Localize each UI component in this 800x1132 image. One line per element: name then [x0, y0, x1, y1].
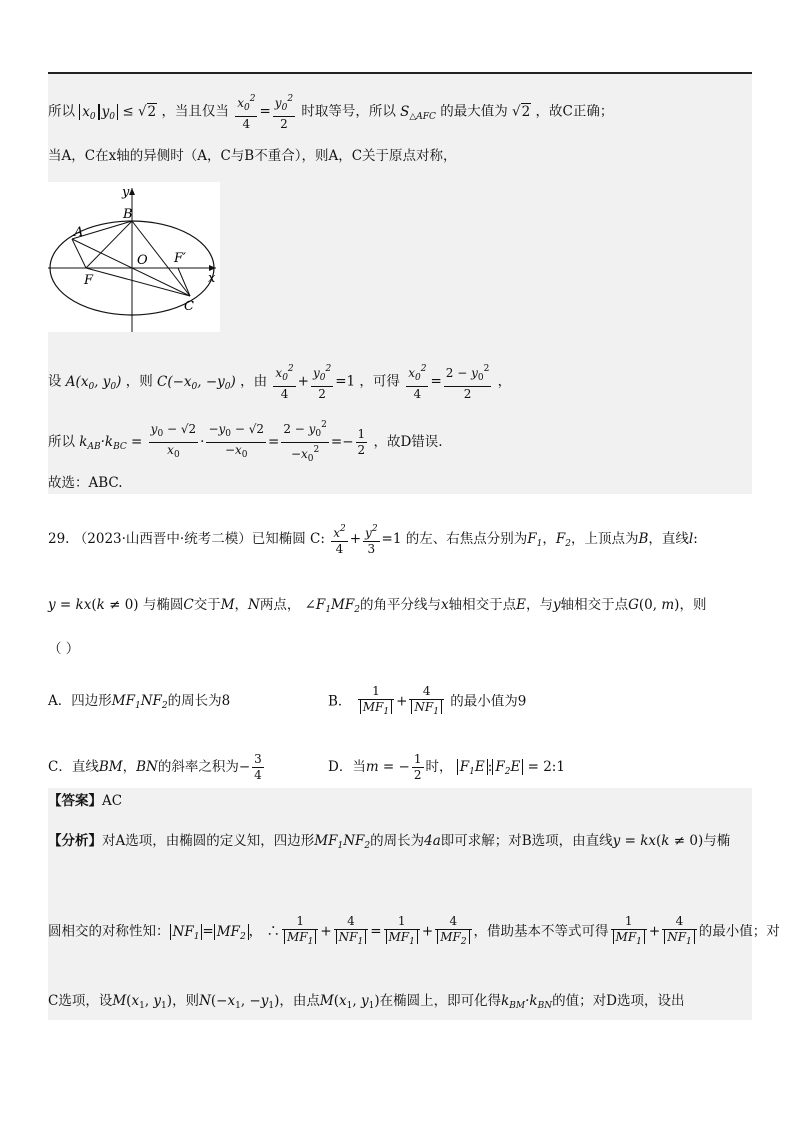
text: 即可求解；对B选项，由直线	[440, 833, 613, 849]
label-A: A	[74, 225, 84, 240]
option-C: C．直线BM，BN的斜率之积为− $\frac{3}{4}$	[48, 752, 262, 782]
text: ≤	[122, 103, 134, 120]
text: 所以	[48, 434, 75, 450]
solution-line-1: 所以 $x_0$ $y_0 \le √2$ ，当且仅当 $\frac{x_0^2}{4}$ = $\frac{y_0^2}{2}$ 时取等号，所以 $S_{\triangle AFC}$ 的最大值为 √2 ，故C正确；	[48, 94, 614, 131]
text: 时，	[425, 759, 453, 775]
text: ，故D错误.	[373, 434, 443, 450]
text: ，	[248, 923, 263, 940]
y-arrow-icon	[129, 188, 135, 195]
text: 的周长为8	[167, 693, 231, 709]
problem-number: 29.	[48, 531, 70, 547]
answer-background	[48, 788, 752, 1020]
label-O: O	[137, 253, 148, 268]
text: 的斜率之积为	[157, 759, 239, 775]
text: ，与	[525, 597, 553, 613]
text: 的周长为	[370, 833, 425, 849]
problem-source: （2023·山西晋中·统考二模）	[73, 531, 252, 547]
text: 所以	[48, 103, 75, 120]
text: 的值；对D选项，设出	[552, 993, 685, 1009]
text: 圆相交的对称性知：	[48, 923, 170, 940]
text: 交于	[193, 597, 221, 613]
text: 已知椭圆 C:	[251, 531, 325, 547]
label-F-prime: F′	[174, 251, 186, 266]
text: ，故C正确；	[535, 103, 614, 120]
text: ，由点	[279, 993, 320, 1009]
text: 与椭圆	[142, 597, 184, 613]
ellipse-diagram	[48, 182, 220, 332]
text: ，当且仅当	[161, 103, 229, 120]
text: D．当	[328, 759, 366, 775]
text: B．	[328, 693, 352, 710]
segment-AF	[72, 239, 86, 268]
answer-value: AC	[102, 793, 123, 809]
text: 与椭	[703, 833, 731, 849]
text: 的最小值为9	[450, 693, 527, 710]
segment-FC	[86, 268, 190, 296]
text: 两点，	[259, 597, 301, 613]
text: 故选：ABC.	[48, 475, 123, 491]
text: 的最小值；对	[698, 923, 780, 940]
text: ，由	[240, 373, 268, 390]
text: C．直线	[48, 759, 99, 775]
label-C: C	[184, 299, 194, 314]
text: 在椭圆上，即可化得	[379, 993, 502, 1009]
analysis-label: 【分析】	[48, 833, 102, 849]
option-B: B． $\frac{1}{MF_1}$ + $\frac{4}{NF_1}$ 的最小值为9	[328, 684, 527, 717]
answer-line	[48, 792, 122, 810]
analysis-line-1: 【分析】对A选项，由椭圆的定义知，四边形$MF_1NF_2$的周长为4a即可求解；对B选项，由直线y = kx(k ≠ 0)与椭	[48, 833, 731, 851]
text: ，直线	[648, 531, 689, 547]
text: 的角平分线与	[359, 597, 441, 613]
problem-29-line-1: 29. （2023·山西晋中·统考二模）已知椭圆 C: $\frac{x^2}{4}$ + $\frac{y^2}{3}$ =1 的左、右焦点分别为$F_1$，$F_2$，上顶点为B，直线l:	[48, 524, 698, 556]
text: ，	[497, 373, 512, 390]
text: 时取等号，所以	[301, 103, 396, 120]
answer-label: 【答案】	[48, 793, 102, 809]
text: ，则	[172, 993, 200, 1009]
label-F: F	[84, 273, 94, 288]
text: ，上顶点为	[570, 531, 639, 547]
text: 设	[48, 373, 62, 390]
text: 的最大值为	[440, 103, 508, 120]
text: ，可得	[359, 373, 400, 390]
text: 当A，C在x轴的异侧时（A，C与B不重合），则A，C关于原点对称，	[48, 148, 457, 164]
option-A: A．四边形$MF_1NF_2$的周长为8	[48, 693, 231, 711]
text: 的左、右焦点分别为	[405, 531, 528, 547]
label-y: y	[122, 185, 130, 200]
option-D: D．当m = − $\frac{1}{2}$ 时， $F_1E$ : $F_2E$ = 2:1	[328, 752, 565, 782]
text: 轴相交于点	[560, 597, 629, 613]
text: ，借助基本不等式可得	[473, 923, 609, 940]
text: 轴相交于点	[448, 597, 517, 613]
solution-line-2	[48, 147, 457, 165]
text: A．四边形	[48, 693, 112, 709]
text: ，则	[679, 597, 707, 613]
label-B: B	[123, 207, 133, 222]
text: ，则	[125, 373, 153, 390]
solution-line-5	[48, 474, 123, 492]
analysis-line-2: 圆相交的对称性知： $NF_1 = MF_2$ ， ∴ $\frac{1}{MF_1}$ + $\frac{4}{NF_1}$ = $\frac{1}{MF_1}$ + $\frac{4}{MF_2}$ ，借助基本不等式可得 $\frac{1}{MF_1}$ + $\frac{4}{NF_1}$ 的最小值；对	[48, 914, 780, 947]
problem-29-paren	[48, 640, 79, 658]
text: C选项，设	[48, 993, 113, 1009]
text: 对A选项，由椭圆的定义知，四边形	[102, 833, 315, 849]
analysis-line-3: C选项，设$M(x_1$, $y_1$)，则$N(-x_1$, $-y_1$)，由点$M(x_1$, $y_1$)在椭圆上，即可化得$k_{BM}\cdot k_{BN}$的值；对D选项，设出	[48, 993, 685, 1011]
solution-line-4: 所以 $k_{AB}\cdot k_{BC}$ = $\frac{y_0 - √2}{x_0}$ · $\frac{-y_0 - √2}{-x_0}$ = $\frac{2 - y_0^2}{-x_0^2}$ =− $\frac{1}{2}$ ，故D错误.	[48, 420, 443, 464]
solution-line-3: 设 $A(x_0$, $y_0$) ，则 $C(-x_0$, $-y_0$) ，由 $\frac{x_0^2}{4}$ + $\frac{y_0^2}{2}$ =1 ，可得 $\frac{x_0^2}{4}$ = $\frac{2 - y_0^2}{2}$ ，	[48, 364, 512, 401]
label-x: x	[208, 271, 216, 286]
ellipse-figure	[48, 182, 220, 332]
text: （ ）	[48, 641, 80, 657]
problem-29-line-2: y = kx(k ≠ 0) 与椭圆C交于M，N两点， $\angle F_1MF_2$的角平分线与x轴相交于点E，与y轴相交于点G(0, m)，则	[48, 597, 707, 615]
